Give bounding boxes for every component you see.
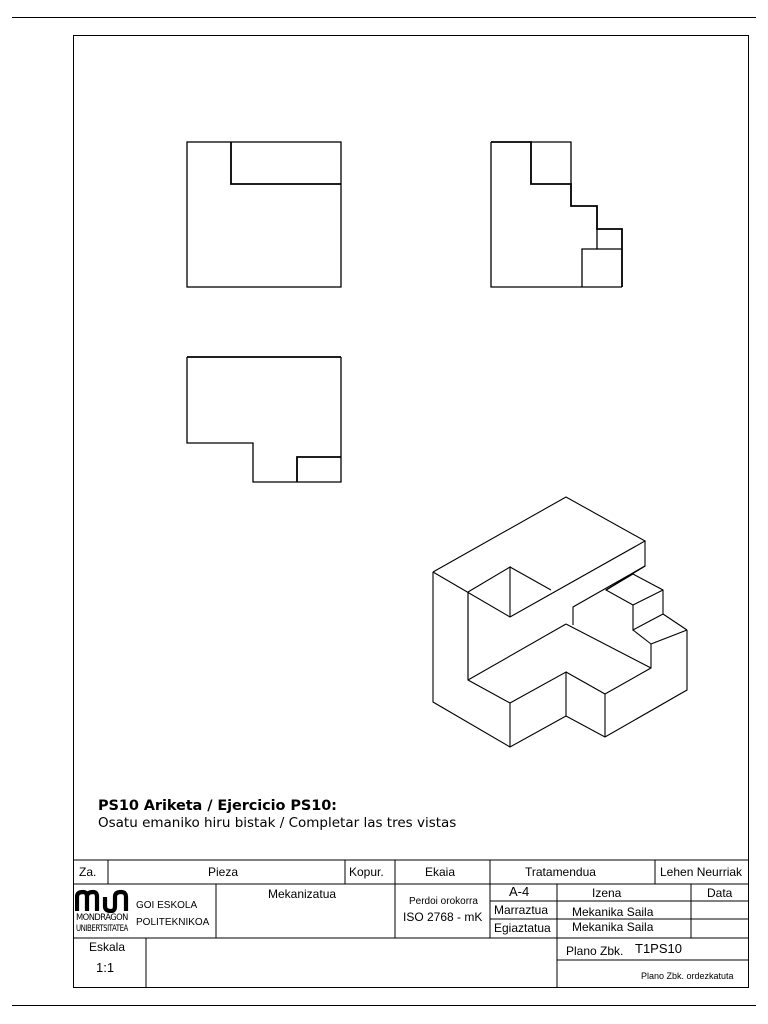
exercise-title: PS10 Ariketa / Ejercicio PS10: <box>98 798 337 814</box>
mekanizatua-label: Mekanizatua <box>268 887 337 901</box>
marraztua-label: Marraztua <box>494 903 549 917</box>
ekaia-label: Ekaia <box>425 865 456 879</box>
egiaztatua-name: Mekanika Saila <box>572 920 654 934</box>
egiaztatua-label: Egiaztatua <box>494 921 551 935</box>
plano-replaced-label: Plano Zbk. ordezkatuta <box>641 971 734 981</box>
plano-label: Plano Zbk. <box>566 944 624 958</box>
izena-label: Izena <box>592 886 622 900</box>
sheet-format: A-4 <box>509 884 530 899</box>
marraztua-name: Mekanika Saila <box>572 905 654 919</box>
side-view <box>491 142 622 287</box>
kopur-label: Kopur. <box>349 865 384 879</box>
school-line1: GOI ESKOLA <box>136 900 198 911</box>
eskala-value: 1:1 <box>96 960 115 975</box>
za-label: Za. <box>79 865 97 879</box>
isometric-view <box>433 497 687 747</box>
logo-text-line1: MONDRAGON <box>76 913 128 923</box>
top-view <box>187 357 341 482</box>
tolerance-label: Perdoi orokorra <box>409 896 478 907</box>
pieza-label: Pieza <box>208 865 239 879</box>
data-label: Data <box>707 886 733 900</box>
plano-value: T1PS10 <box>635 941 682 956</box>
tolerance-value: ISO 2768 - mK <box>403 910 483 924</box>
eskala-label: Eskala <box>89 940 126 954</box>
school-line2: POLITEKNIKOA <box>136 917 210 928</box>
lehen-neurriak-label: Lehen Neurriak <box>660 865 743 879</box>
mondragon-logo <box>75 889 131 937</box>
exercise-instruction: Osatu emaniko hiru bistak / Completar las tres vistas <box>98 815 457 831</box>
exercise-caption <box>98 798 456 831</box>
front-view <box>187 142 341 287</box>
mondragon-logo-mark-icon <box>75 889 131 913</box>
tratamendua-label: Tratamendua <box>525 865 596 879</box>
logo-text-line2: UNIBERTSITATEA <box>76 924 128 934</box>
